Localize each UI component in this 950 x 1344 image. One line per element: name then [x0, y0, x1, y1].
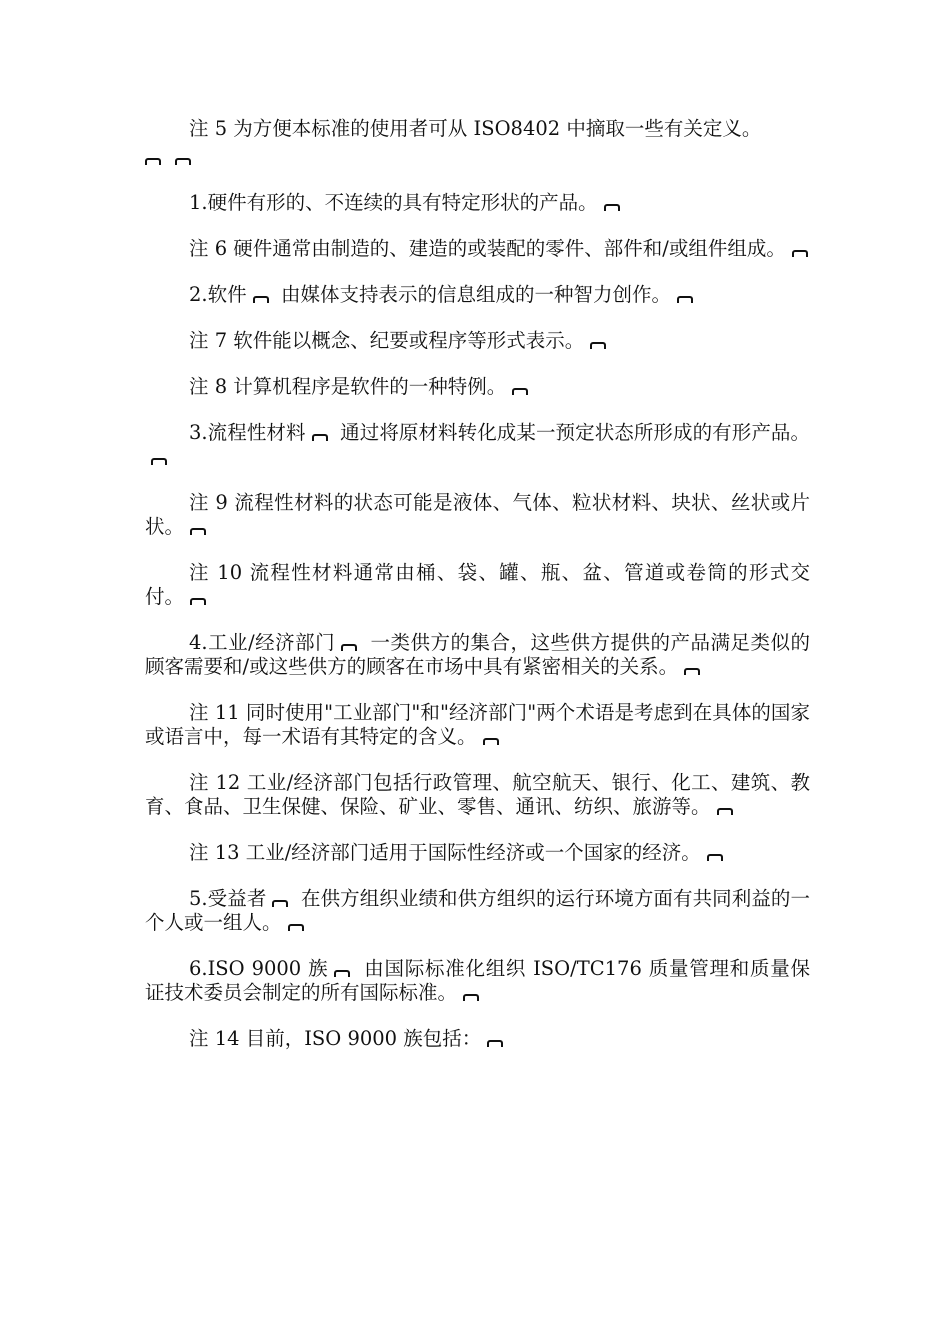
note-10: [145, 561, 810, 609]
note-13: [145, 841, 810, 865]
note-7: [145, 329, 810, 353]
paragraph-mark-icon: [604, 204, 620, 211]
paragraph-mark-icon: [272, 900, 288, 907]
definition-iso-9000-family-term: 6.ISO 9000 族: [189, 957, 329, 980]
paragraph-mark-icon: [288, 924, 304, 931]
note-8-text: 注 8 计算机程序是软件的一种特例。: [189, 375, 507, 398]
paragraph-mark-icon: [487, 1040, 503, 1047]
definition-sector-text: 一类供方的集合，这些供方提供的产品满足类似的顾客需要和/或这些供方的顾客在市场中具有紧密相关的关系。: [145, 631, 810, 678]
paragraph-mark-icon: [334, 970, 350, 977]
note-10-text: 注 10 流程性材料通常由桶、袋、罐、瓶、盆、管道或卷筒的形式交付。: [145, 561, 810, 608]
paragraph-mark-icon: [145, 158, 161, 165]
definition-interested-party: [145, 887, 810, 935]
definition-processed-material-text: 通过将原材料转化成某一预定状态所形成的有形产品。: [340, 421, 810, 444]
note-6-text: 注 6 硬件通常由制造的、建造的或装配的零件、部件和/或组件组成。: [189, 237, 786, 260]
note-7-text: 注 7 软件能以概念、纪要或程序等形式表示。: [189, 329, 585, 352]
paragraph-mark-icon: [512, 388, 528, 395]
definition-software-text: 由媒体支持表示的信息组成的一种智力创作。: [281, 283, 672, 306]
paragraph-mark-icon: [190, 528, 206, 535]
definition-interested-party-term: 5.受益者: [189, 887, 267, 910]
definition-software-term: 2.软件: [189, 283, 247, 306]
definition-hardware-text: 1.硬件有形的、不连续的具有特定形状的产品。: [189, 191, 598, 214]
note-9: [145, 491, 810, 539]
note-8: [145, 375, 810, 399]
note-5: [145, 117, 810, 169]
definition-iso-9000-family: [145, 957, 810, 1005]
definition-interested-party-text: 在供方组织业绩和供方组织的运行环境方面有共同利益的一个人或一组人。: [145, 887, 810, 934]
definition-iso-9000-family-text: 由国际标准化组织 ISO/TC176 质量管理和质量保证技术委员会制定的所有国际标准。: [145, 957, 810, 1004]
note-11-text: 注 11 同时使用"工业部门"和"经济部门"两个术语是考虑到在具体的国家或语言中，每一术语有其特定的含义。: [145, 701, 810, 748]
definition-hardware: [145, 191, 810, 215]
definition-processed-material-term: 3.流程性材料: [189, 421, 306, 444]
definition-processed-material: [145, 421, 810, 469]
note-11: [145, 701, 810, 749]
paragraph-mark-icon: [707, 854, 723, 861]
paragraph-mark-icon: [175, 158, 191, 165]
note-12-text: 注 12 工业/经济部门包括行政管理、航空航天、银行、化工、建筑、教育、食品、卫生保健、保险、矿业、零售、通讯、纺织、旅游等。: [145, 771, 810, 818]
note-13-text: 注 13 工业/经济部门适用于国际性经济或一个国家的经济。: [189, 841, 701, 864]
paragraph-mark-icon: [312, 434, 328, 441]
definition-sector-term: 4.工业/经济部门: [189, 631, 336, 654]
note-6: [145, 237, 810, 261]
paragraph-mark-icon: [463, 994, 479, 1001]
paragraph-mark-icon: [792, 250, 808, 257]
paragraph-mark-icon: [677, 296, 693, 303]
paragraph-mark-icon: [190, 598, 206, 605]
paragraph-mark-icon: [483, 738, 499, 745]
note-12: [145, 771, 810, 819]
note-14-text: 注 14 目前，ISO 9000 族包括：: [189, 1027, 482, 1050]
note-14: [145, 1027, 810, 1051]
definition-sector: [145, 631, 810, 679]
note-5-text: 注 5 为方便本标准的使用者可从 ISO8402 中摘取一些有关定义。: [189, 117, 762, 140]
definition-software: [145, 283, 810, 307]
paragraph-mark-icon: [717, 808, 733, 815]
paragraph-mark-icon: [151, 458, 167, 465]
paragraph-mark-icon: [253, 296, 269, 303]
paragraph-mark-icon: [684, 668, 700, 675]
document-page: [145, 117, 810, 1073]
paragraph-mark-icon: [341, 644, 357, 651]
paragraph-mark-icon: [590, 342, 606, 349]
note-9-text: 注 9 流程性材料的状态可能是液体、气体、粒状材料、块状、丝状或片状。: [145, 491, 810, 538]
